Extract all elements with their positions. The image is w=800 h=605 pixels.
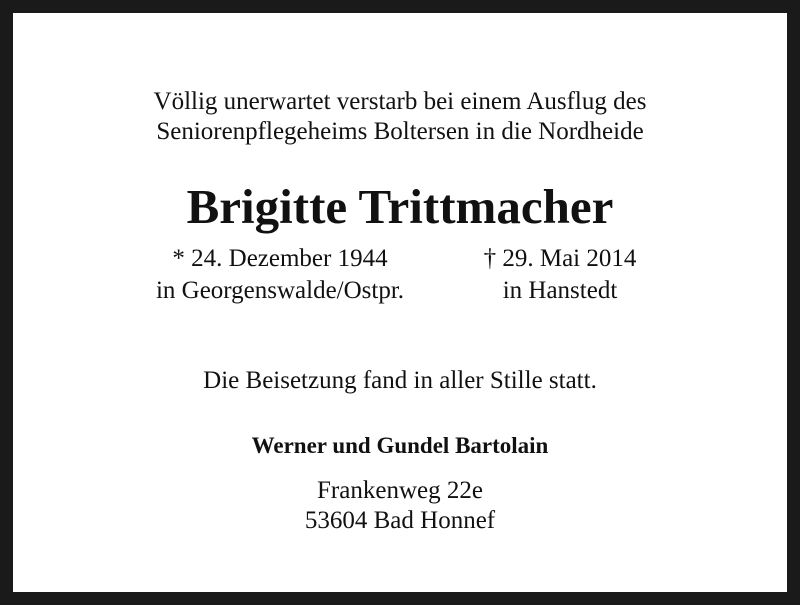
- death-info: [400, 243, 720, 307]
- birth-info: [120, 243, 440, 307]
- birth-date: * 24. Dezember 1944: [172, 245, 388, 272]
- burial-note: Die Beisetzung fand in aller Stille statt.: [203, 367, 597, 394]
- death-date: † 29. Mai 2014: [483, 245, 637, 272]
- birth-place: in Georgenswalde/Ostpr.: [155, 277, 405, 304]
- deceased-name: Brigitte Trittmacher: [186, 179, 614, 234]
- intro-line-1: Völlig unerwartet verstarb bei einem Ausflug des: [153, 88, 647, 115]
- intro-line-2: Seniorenpflegeheims Boltersen in die Nordheide: [156, 118, 644, 145]
- death-place: in Hanstedt: [502, 277, 618, 304]
- address-street: Frankenweg 22e: [317, 477, 483, 504]
- mourners-names: Werner und Gundel Bartolain: [251, 433, 549, 458]
- address-city: 53604 Bad Honnef: [304, 507, 496, 534]
